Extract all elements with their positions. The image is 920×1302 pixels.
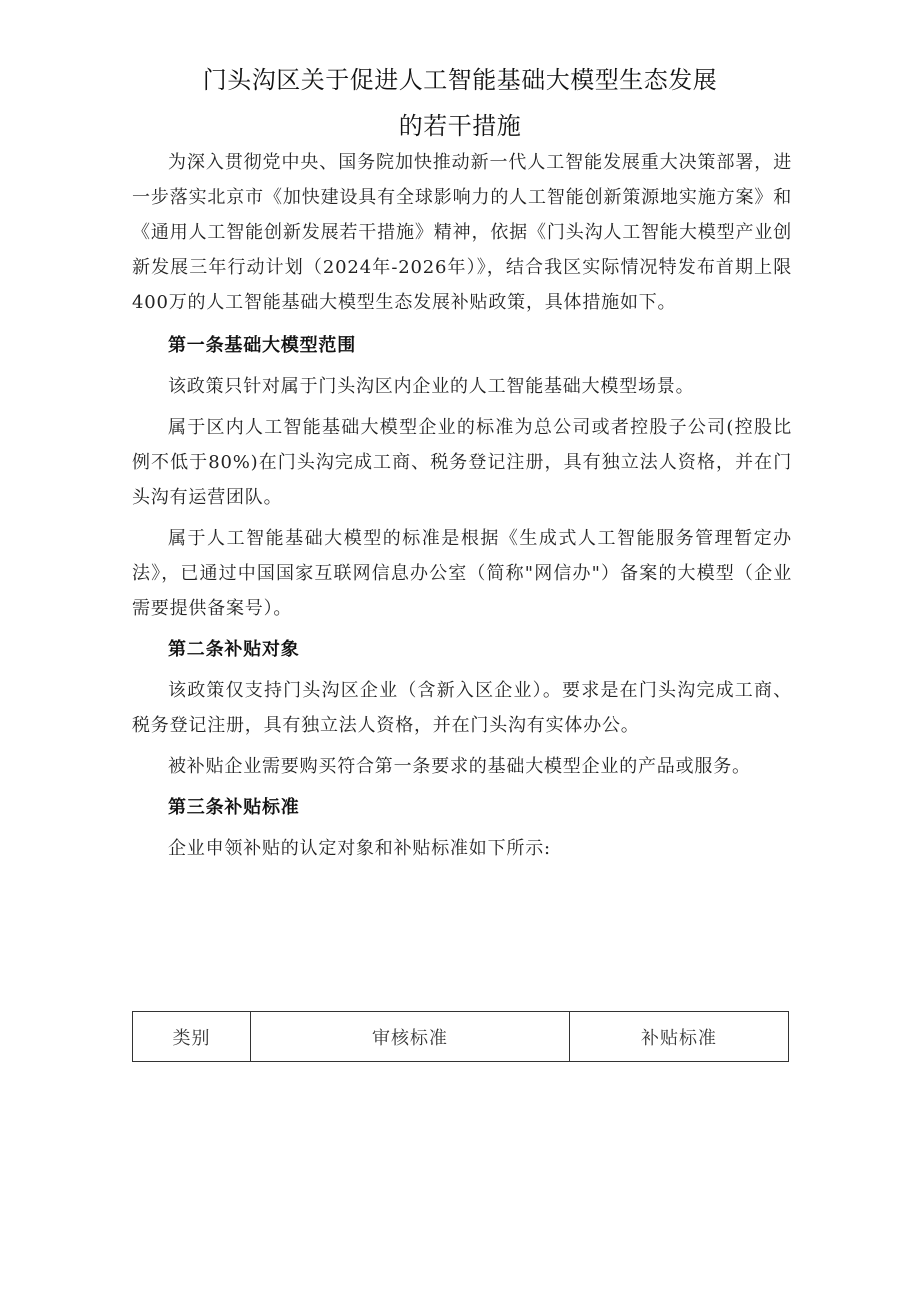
article-2-paragraph-2: 被补贴企业需要购买符合第一条要求的基础大模型企业的产品或服务。 xyxy=(168,756,751,777)
article-1-paragraph-1: 该政策只针对属于门头沟区内企业的人工智能基础大模型场景。 xyxy=(168,376,695,397)
table-header-subsidy-standard: 补贴标准 xyxy=(570,1012,789,1062)
subsidy-standard-table xyxy=(132,1011,789,1062)
article-1-paragraph-3: 属于人工智能基础大模型的标准是根据《生成式人工智能服务管理暂定办法》，已通过中国国家互联网信息办公室（简称"网信办"）备案的大模型（企业需要提供备案号）。 xyxy=(132,528,792,619)
table-header-row xyxy=(133,1012,789,1062)
document-title-line-2: 的若干措施 xyxy=(398,112,522,140)
document-body xyxy=(132,145,792,866)
table-header-category: 类别 xyxy=(133,1012,251,1062)
article-1-heading: 第一条基础大模型范围 xyxy=(168,335,356,356)
table-header-review-standard: 审核标准 xyxy=(251,1012,570,1062)
document-title-line-1: 门头沟区关于促进人工智能基础大模型生态发展 xyxy=(202,66,718,94)
article-1-paragraph-2: 属于区内人工智能基础大模型企业的标准为总公司或者控股子公司(控股比例不低于80%)在门头沟完成工商、税务登记注册，具有独立法人资格，并在门头沟有运营团队。 xyxy=(132,417,792,508)
article-3-heading: 第三条补贴标准 xyxy=(168,797,300,818)
article-3-paragraph-1: 企业申领补贴的认定对象和补贴标准如下所示: xyxy=(168,838,551,859)
article-2-paragraph-1: 该政策仅支持门头沟区企业（含新入区企业）。要求是在门头沟完成工商、税务登记注册，具有独立法人资格，并在门头沟有实体办公。 xyxy=(132,680,792,736)
intro-paragraph: 为深入贯彻党中央、国务院加快推动新一代人工智能发展重大决策部署，进一步落实北京市《加快建设具有全球影响力的人工智能创新策源地实施方案》和《通用人工智能创新发展若干措施》精神，依据《门头沟人工智能大模型产业创新发展三年行动计划（2024年-2026年）》，结合我区实际情况特发布首期上限400万的人工智能基础大模型生态发展补贴政策，具体措施如下。 xyxy=(132,152,792,313)
article-2-heading: 第二条补贴对象 xyxy=(168,639,300,660)
